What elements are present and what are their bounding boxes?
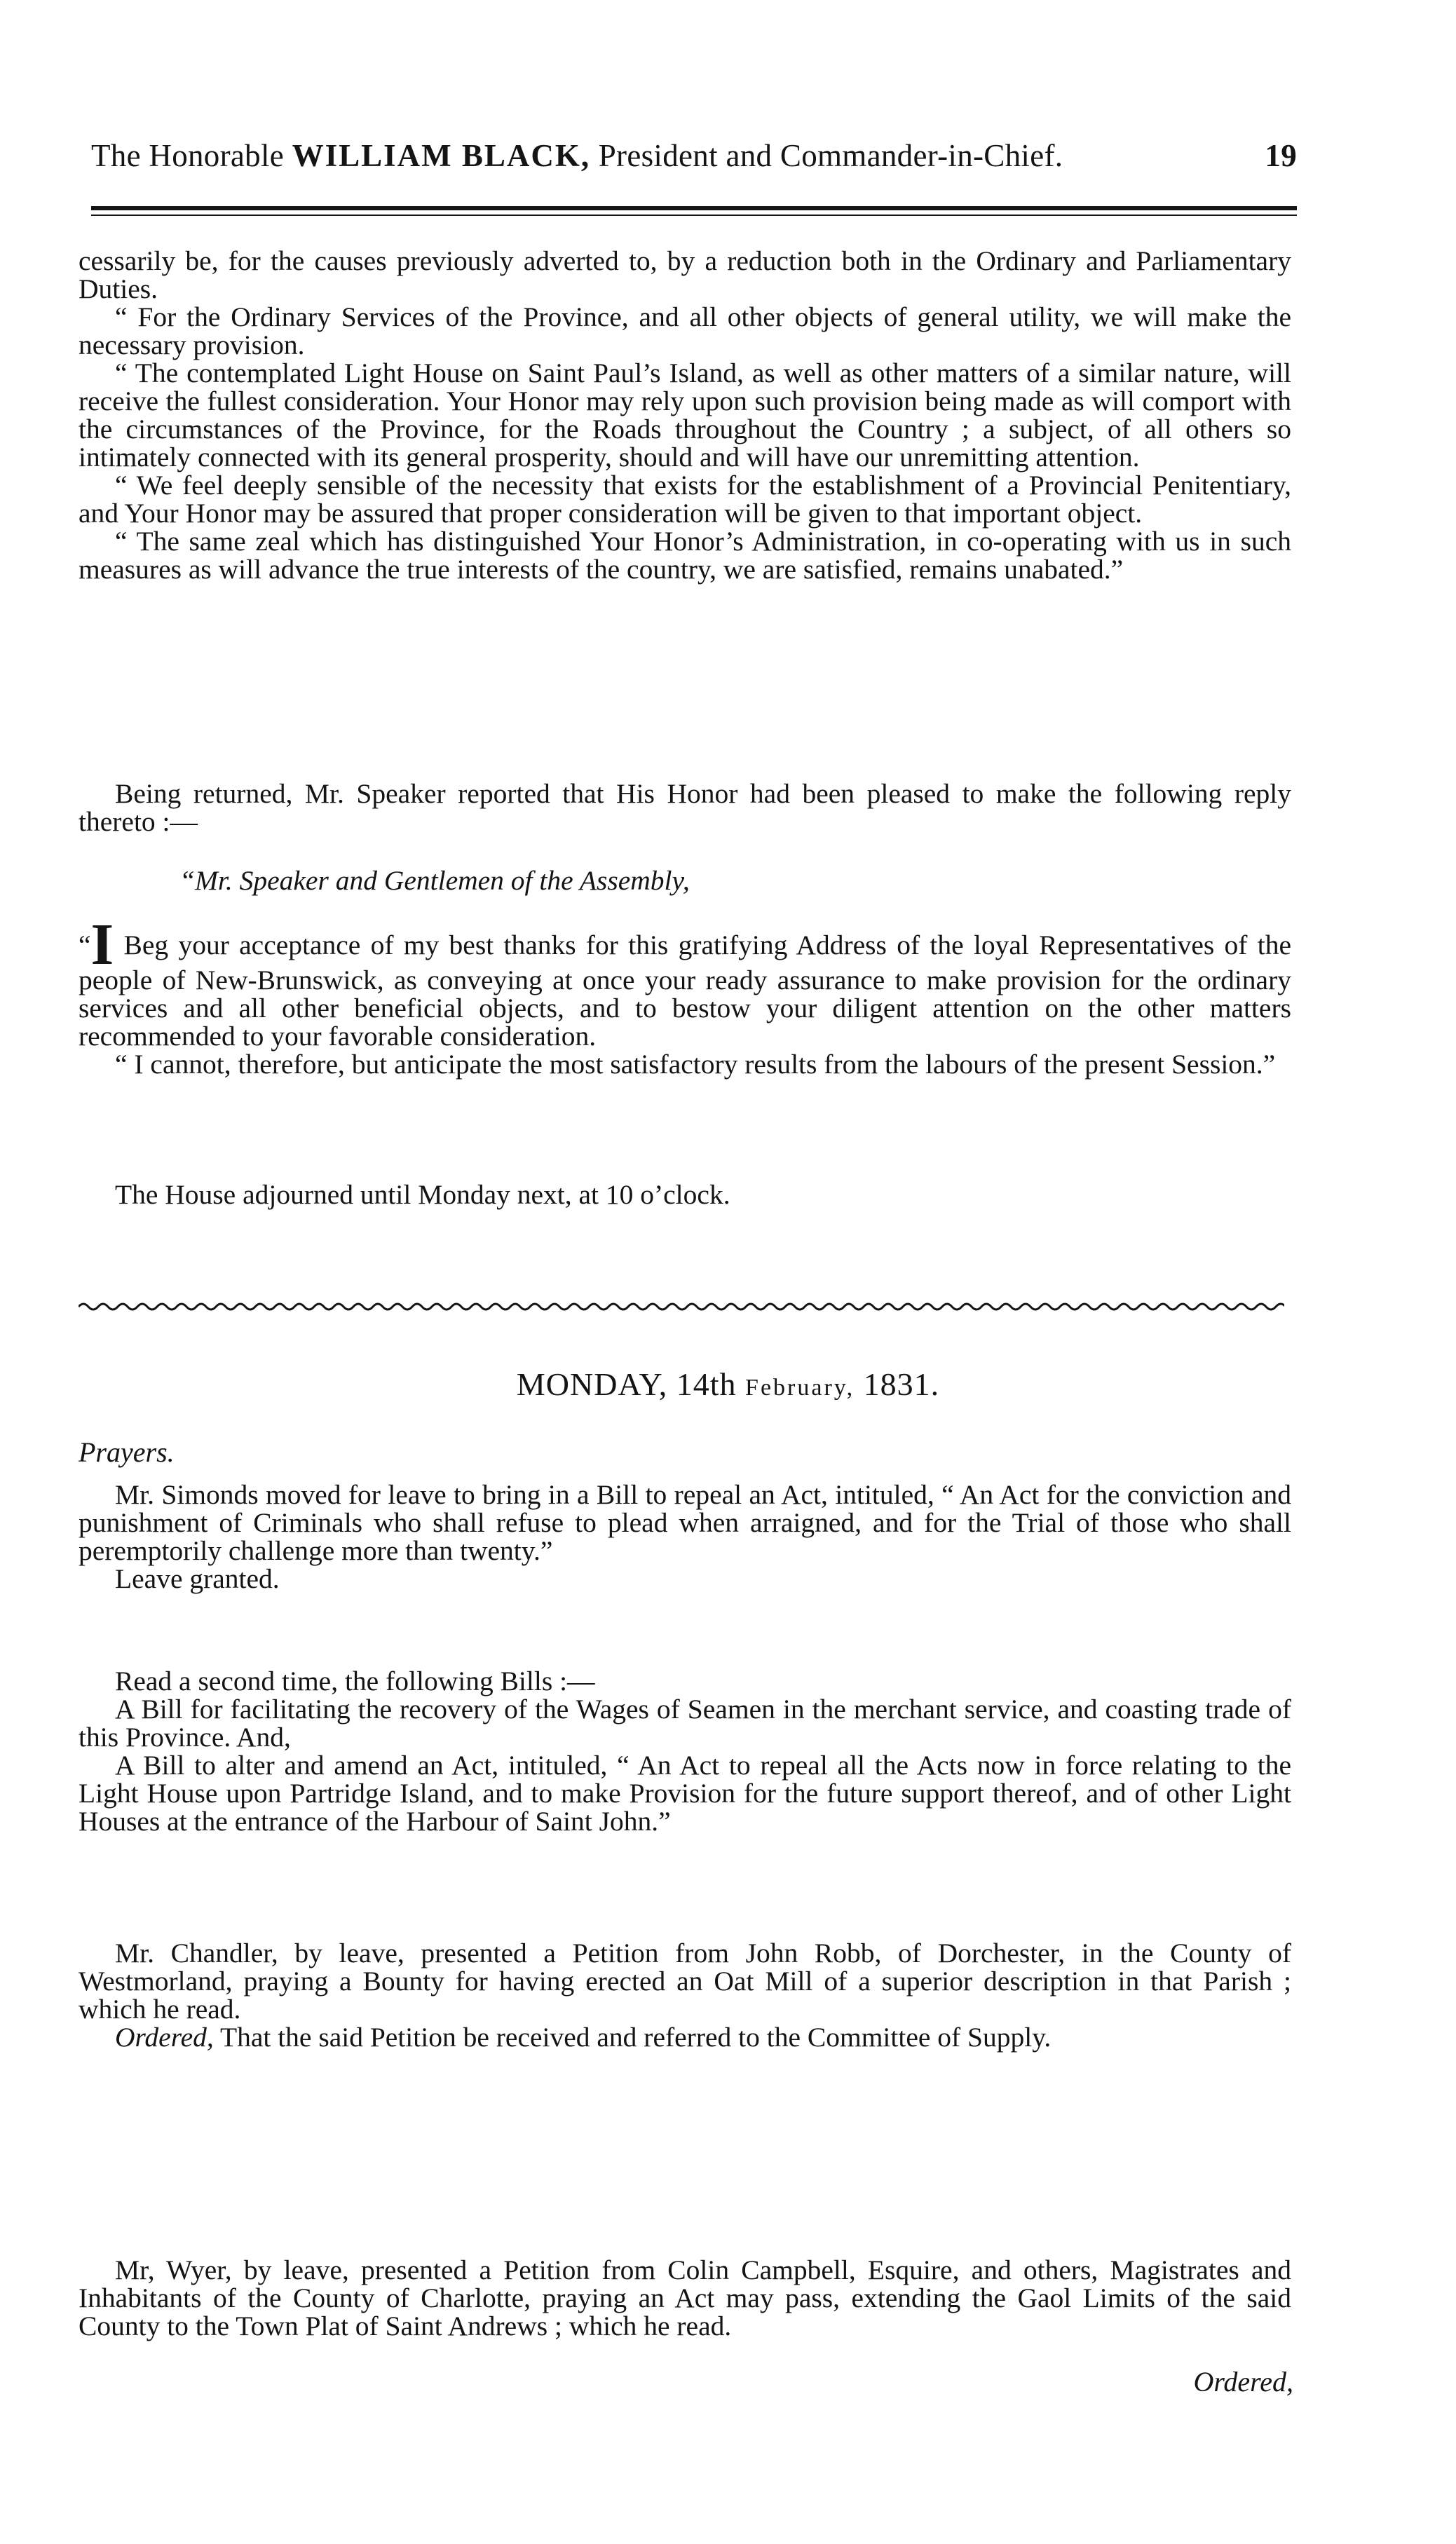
paragraph: Mr. Chandler, by leave, presented a Petition from John Robb, of Dorchester, in the County of Westmorland, praying a Bounty for having erected an Oat Mill of a superior description in that Parish ; which he read. [79, 1938, 1291, 2025]
running-head-name: WILLIAM BLACK, [292, 138, 591, 173]
paragraph: Mr. Simonds moved for leave to bring in a Bill to repeal an Act, intituled, “ An Act for the conviction and punishment of Criminals who shall refuse to plead when arraigned, and for the Trial of those who shall peremptorily challenge more than twenty.” [79, 1479, 1291, 1566]
paragraph: Leave granted. [115, 1563, 280, 1594]
reply-paragraph [79, 912, 1291, 1052]
paragraph: “ The same zeal which has distinguished Your Honor’s Administration, in co-operating with us in such measures as will advance the true interests of the country, we are satisfied, remains unabated.” [79, 526, 1291, 585]
running-head-prefix: The Honorable [91, 138, 285, 173]
reply-text: Beg your acceptance of my best thanks for this gratifying Address of the loyal Representatives of the people of New-Brunswick, as conveying at once your ready assurance to make provision for the ordinary services and all other beneficial objects, and to bestow your diligent attention on the other matters recommended to your favorable consideration. [79, 930, 1291, 1052]
salutation-block [79, 866, 1291, 895]
month: February, [745, 1375, 855, 1401]
paragraph: Read a second time, the following Bills :— [115, 1666, 595, 1696]
year: 1831. [863, 1366, 940, 1402]
ordered-word: Ordered, [115, 2022, 214, 2053]
honor-reply [79, 912, 1291, 1080]
header-rule-thin [91, 215, 1297, 216]
drop-cap: I [90, 912, 114, 977]
day-date: 14th [676, 1366, 737, 1402]
ornament-divider [79, 1298, 1284, 1315]
page-number: 19 [1265, 138, 1297, 173]
paragraph: A Bill for facilitating the recovery of the Wages of Seamen in the merchant service, and coasting trade of this Province. And, [79, 1694, 1291, 1753]
paragraph: “ I cannot, therefore, but anticipate the most satisfactory results from the labours of the present Session.” [115, 1049, 1276, 1080]
ordered-text: That the said Petition be received and referred to the Committee of Supply. [213, 2022, 1052, 2053]
paragraph: Mr, Wyer, by leave, presented a Petition from Colin Campbell, Esquire, and others, Magistrates and Inhabitants of the County of Charlotte, praying an Act may pass, extending the Gaol Limits of the said County to the Town Plat of Saint Andrews ; which he read. [79, 2254, 1291, 2341]
paragraph: The House adjourned until Monday next, at 10 o’clock. [115, 1179, 730, 1210]
prayers-label: Prayers. [79, 1436, 175, 1468]
running-head [91, 137, 1297, 174]
paragraph: “ For the Ordinary Services of the Province, and all other objects of general utility, we will make the necessary provision. [79, 301, 1291, 360]
proceedings-4 [79, 2256, 1291, 2340]
speaker-report [79, 780, 1291, 836]
paragraph: “ The contemplated Light House on Saint Paul’s Island, as well as other matters of a similar nature, will receive the fullest consideration. Your Honor may rely upon such provision being made as will comport with the circumstances of the Province, for the Roads throughout the Country ; a subject, of all others so intimately connected with its general prosperity, should and will have our unremitting attention. [79, 358, 1291, 472]
day-heading [0, 1366, 1456, 1403]
paragraph: cessarily be, for the causes previously adverted to, by a reduction both in the Ordinary and Parliamentary Duties. [79, 245, 1291, 304]
paragraph: A Bill to alter and amend an Act, intituled, “ An Act to repeal all the Acts now in force relating to the Light House upon Partridge Island, and to make Provision for the future support thereof, and of other Light Houses at the entrance of the Harbour of Saint John.” [79, 1750, 1291, 1837]
salutation: “Mr. Speaker and Gentlemen of the Assembly, [179, 865, 690, 896]
adjournment [79, 1181, 1291, 1209]
ordered-paragraph [79, 2023, 1291, 2051]
address-continuation [79, 247, 1291, 583]
proceedings-1 [79, 1481, 1291, 1593]
weekday: MONDAY, [516, 1366, 668, 1402]
header-rule-thick [91, 206, 1297, 210]
catchword: Ordered, [1193, 2366, 1293, 2397]
open-quote: “ [79, 930, 91, 960]
proceedings-2 [79, 1667, 1291, 1835]
paragraph: “ We feel deeply sensible of the necessity that exists for the establishment of a Provincial Penitentiary, and Your Honor may be assured that proper consideration will be given to that important object. [79, 470, 1291, 529]
proceedings-3 [79, 1939, 1291, 2051]
running-head-title: President and Commander-in-Chief. [598, 138, 1063, 173]
paragraph: Being returned, Mr. Speaker reported that His Honor had been pleased to make the following reply thereto :— [79, 778, 1291, 837]
